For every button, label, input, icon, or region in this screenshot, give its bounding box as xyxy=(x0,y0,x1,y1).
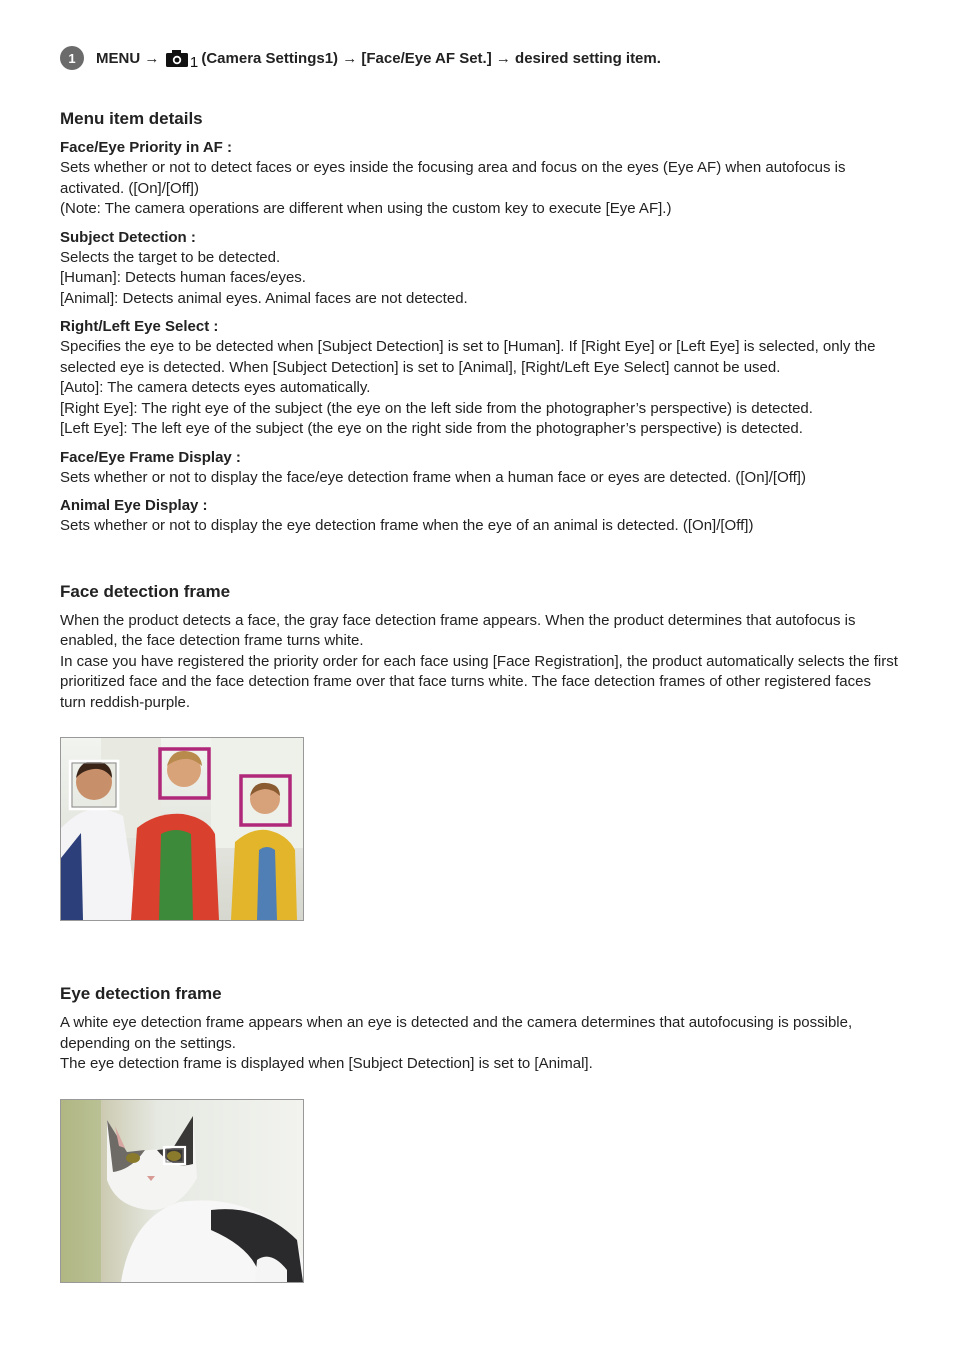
face-detection-illustration xyxy=(60,737,304,921)
desc-line: [Right Eye]: The right eye of the subject (the eye on the left side from the photographer’s perspective) is detected. xyxy=(60,399,813,417)
eye-section-heading: Eye detection frame xyxy=(60,984,222,1003)
menu-item xyxy=(60,317,900,440)
desc-line: (Note: The camera operations are different when using the custom key to execute [Eye AF].) xyxy=(60,200,672,217)
face-section-text xyxy=(60,611,900,714)
menu-item-desc xyxy=(60,516,900,537)
face-section-heading: Face detection frame xyxy=(60,581,231,601)
eye-detection-illustration xyxy=(60,1099,304,1283)
desc-line: [Left Eye]: The left eye of the subject (the eye on the right side from the photographer’s perspective) is detected. xyxy=(60,420,803,437)
eye-detection-photo xyxy=(61,1100,303,1282)
desc-line: Specifies the eye to be detected when [Subject Detection] is set to [Human]. If [Right Eye] or [Left Eye] is selected, only the selected eye is detected. When [Subject Detection] is set to [Animal], [Right/Left Eye Select] cannot be used. xyxy=(60,338,876,376)
camera-settings-number: 1 xyxy=(190,54,199,68)
desc-line: Sets whether or not to display the eye detection frame when the eye of an animal is detected. ([On]/[Off]) xyxy=(60,517,754,534)
menu-item-term: Subject Detection : xyxy=(60,228,196,246)
step-instruction xyxy=(60,46,661,70)
eye-section-text xyxy=(60,1013,900,1075)
menu-item-term: Animal Eye Display : xyxy=(60,497,208,514)
menu-item-term: Right/Left Eye Select : xyxy=(60,318,219,335)
desc-line: Sets whether or not to display the face/eye detection frame when a human face or eyes are detected. ([On]/[Off]) xyxy=(60,468,806,486)
menu-item-term: Face/Eye Frame Display : xyxy=(60,448,241,466)
para-line: In case you have registered the priority order for each face using [Face Registration], the product automatically selects the first prioritized face and the face detection frame over that face turns white. The face detection frames of other registered faces turn reddish-purple. xyxy=(60,652,898,711)
desc-line: Selects the target to be detected. xyxy=(60,248,281,266)
document-body xyxy=(60,108,900,1283)
desc-line: Sets whether or not to detect faces or eyes inside the focusing area and focus on the eyes (Eye AF) when autofocus is activated. ([On]/[Off]) xyxy=(60,159,846,197)
menu-item xyxy=(60,496,900,537)
camera-icon xyxy=(165,48,199,68)
desc-line: [Auto]: The camera detects eyes automatically. xyxy=(60,379,371,396)
step-suffix: (Camera Settings1) → [Face/Eye AF Set.] → desired setting item. xyxy=(201,49,661,67)
menu-item-desc xyxy=(60,468,900,489)
para-line: When the product detects a face, the gray face detection frame appears. When the product determines that autofocus is enabled, the face detection frame turns white. xyxy=(60,611,856,649)
menu-heading: Menu item details xyxy=(60,109,203,128)
step-prefix: MENU → xyxy=(96,49,160,67)
face-detection-photo xyxy=(61,738,303,920)
menu-item-term: Face/Eye Priority in AF : xyxy=(60,139,232,156)
menu-item-desc xyxy=(60,337,900,440)
desc-line: [Animal]: Detects animal eyes. Animal faces are not detected. xyxy=(60,289,468,307)
menu-item xyxy=(60,228,900,310)
menu-item xyxy=(60,138,900,220)
desc-line: [Human]: Detects human faces/eyes. xyxy=(60,269,306,286)
para-line: The eye detection frame is displayed when [Subject Detection] is set to [Animal]. xyxy=(60,1055,593,1072)
menu-item xyxy=(60,448,900,489)
menu-item-desc xyxy=(60,248,900,310)
step-number-badge: 1 xyxy=(60,46,84,70)
menu-item-desc xyxy=(60,158,900,220)
para-line: A white eye detection frame appears when an eye is detected and the camera determines that autofocusing is possible, depending on the settings. xyxy=(60,1014,853,1052)
